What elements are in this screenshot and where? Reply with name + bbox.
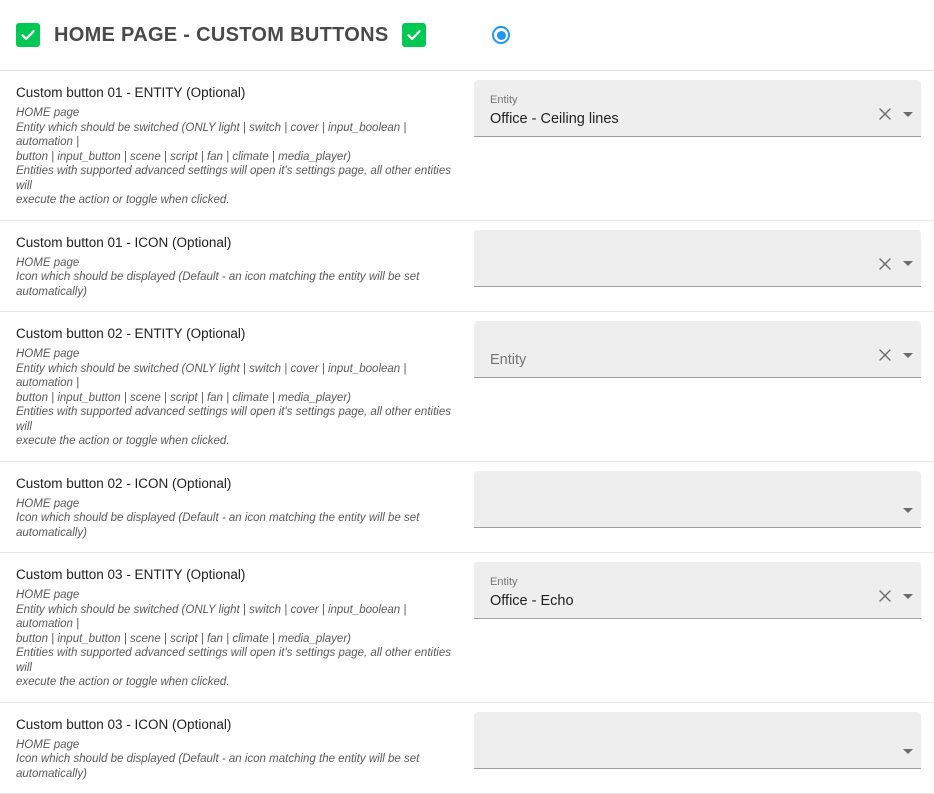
entity-select-field[interactable]	[474, 712, 921, 769]
field-icons	[903, 749, 913, 768]
settings-row	[0, 221, 934, 313]
field-icons	[903, 508, 913, 527]
entity-select-field[interactable]	[474, 562, 921, 619]
entity-select-field[interactable]	[474, 471, 921, 528]
row-description-line: button | input_button | scene | script | fan | climate | media_player)	[16, 391, 458, 406]
row-description-block	[0, 462, 474, 553]
settings-row	[0, 553, 934, 703]
row-description-line: HOME page	[16, 497, 458, 512]
chevron-down-icon[interactable]	[903, 261, 913, 266]
row-description-line: Entities with supported advanced settings will open it's settings page, all other entities will	[16, 164, 458, 193]
row-description-block	[0, 312, 474, 461]
clear-icon[interactable]	[877, 588, 893, 604]
clear-icon[interactable]	[877, 106, 893, 122]
row-description	[16, 347, 458, 449]
row-description-line: automatically)	[16, 767, 458, 782]
row-label: Custom button 02 - ICON (Optional)	[16, 475, 458, 492]
row-description-line: execute the action or toggle when clicked.	[16, 193, 458, 208]
row-description	[16, 588, 458, 690]
row-description-line: Entity which should be switched (ONLY light | switch | cover | input_boolean | automation |	[16, 121, 458, 150]
clear-icon[interactable]	[877, 256, 893, 272]
row-label: Custom button 03 - ENTITY (Optional)	[16, 566, 458, 583]
entity-select-field[interactable]	[474, 80, 921, 137]
field-placeholder: Entity	[490, 351, 877, 369]
checkbox-right[interactable]	[402, 23, 426, 47]
field-text-area[interactable]	[490, 321, 877, 377]
page-header	[0, 0, 934, 71]
row-label: Custom button 03 - ICON (Optional)	[16, 716, 458, 733]
row-field-block	[474, 312, 934, 387]
field-text-area[interactable]	[490, 712, 903, 768]
field-icons	[877, 347, 913, 377]
row-description-line: automatically)	[16, 526, 458, 541]
radio-button-selected[interactable]	[492, 26, 510, 44]
radio-outer-ring	[492, 26, 510, 44]
row-description	[16, 497, 458, 541]
row-description-line: HOME page	[16, 588, 458, 603]
row-description-block	[0, 703, 474, 794]
field-value: Office - Echo	[490, 592, 877, 610]
page-title: HOME PAGE - CUSTOM BUTTONS	[54, 24, 388, 47]
row-label: Custom button 02 - ENTITY (Optional)	[16, 325, 458, 342]
field-text-area[interactable]	[490, 562, 877, 618]
row-description-line: HOME page	[16, 738, 458, 753]
radio-inner-dot	[497, 31, 506, 40]
field-floating-label: Entity	[490, 576, 877, 589]
row-description-line: button | input_button | scene | script | fan | climate | media_player)	[16, 632, 458, 647]
row-label: Custom button 01 - ENTITY (Optional)	[16, 84, 458, 101]
row-field-block	[474, 703, 934, 778]
field-value: Office - Ceiling lines	[490, 110, 877, 128]
field-icons	[877, 256, 913, 286]
field-text-area[interactable]	[490, 80, 877, 136]
settings-row	[0, 462, 934, 554]
row-description-line: Entity which should be switched (ONLY light | switch | cover | input_boolean | automation |	[16, 603, 458, 632]
row-description-line: Icon which should be displayed (Default - an icon matching the entity will be set	[16, 511, 458, 526]
row-field-block	[474, 221, 934, 296]
row-description-line: Icon which should be displayed (Default - an icon matching the entity will be set	[16, 270, 458, 285]
row-description-line: execute the action or toggle when clicked.	[16, 434, 458, 449]
row-description-line: HOME page	[16, 256, 458, 271]
chevron-down-icon[interactable]	[903, 353, 913, 358]
field-text-area[interactable]	[490, 230, 877, 286]
field-icons	[877, 106, 913, 136]
row-description-line: HOME page	[16, 106, 458, 121]
row-description	[16, 738, 458, 782]
row-description-line: HOME page	[16, 347, 458, 362]
row-description	[16, 106, 458, 208]
row-field-block	[474, 462, 934, 537]
row-description-line: Entities with supported advanced settings will open it's settings page, all other entities will	[16, 646, 458, 675]
row-description-line: Entity which should be switched (ONLY light | switch | cover | input_boolean | automation |	[16, 362, 458, 391]
checkbox-left[interactable]	[16, 23, 40, 47]
chevron-down-icon[interactable]	[903, 594, 913, 599]
row-description-block	[0, 221, 474, 312]
row-description-line: Entities with supported advanced settings will open it's settings page, all other entities will	[16, 405, 458, 434]
chevron-down-icon[interactable]	[903, 508, 913, 513]
field-floating-label: Entity	[490, 94, 877, 107]
settings-row	[0, 703, 934, 794]
row-description-line: execute the action or toggle when clicked.	[16, 675, 458, 690]
field-icons	[877, 588, 913, 618]
row-label: Custom button 01 - ICON (Optional)	[16, 234, 458, 251]
row-description-block	[0, 553, 474, 702]
row-description-line: Icon which should be displayed (Default - an icon matching the entity will be set	[16, 752, 458, 767]
settings-row	[0, 71, 934, 221]
chevron-down-icon[interactable]	[903, 749, 913, 754]
field-text-area[interactable]	[490, 471, 903, 527]
row-description-block	[0, 71, 474, 220]
settings-row	[0, 312, 934, 462]
row-description-line: automatically)	[16, 285, 458, 300]
row-description-line: button | input_button | scene | script | fan | climate | media_player)	[16, 150, 458, 165]
row-field-block	[474, 71, 934, 146]
chevron-down-icon[interactable]	[903, 112, 913, 117]
clear-icon[interactable]	[877, 347, 893, 363]
entity-select-field[interactable]	[474, 230, 921, 287]
row-description	[16, 256, 458, 300]
entity-select-field[interactable]	[474, 321, 921, 378]
settings-list	[0, 71, 934, 794]
